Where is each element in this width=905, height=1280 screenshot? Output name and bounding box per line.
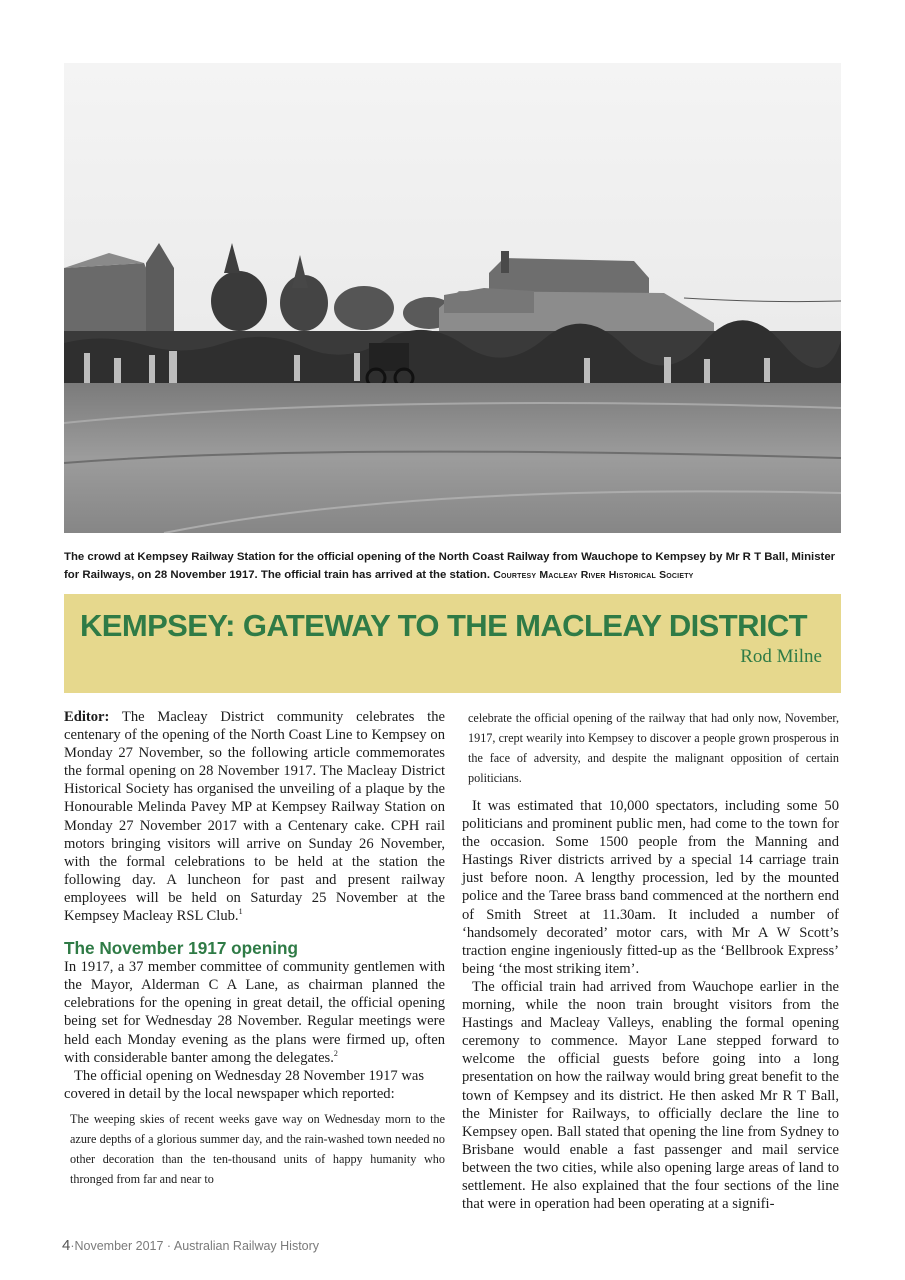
article-title: KEMPSEY: GATEWAY TO THE MACLEAY DISTRICT bbox=[80, 608, 807, 643]
editor-text: The Macleay District community celebrates the centenary of the opening of the North Coast Line to Kempsey on Monday 27 November, so the following article commemorates the formal opening on 28 November 1917. The Macleay District Historical Society has organised the unveiling of a plaque by the Honourable Melinda Pavey MP at Kempsey Railway Station on Monday 27 November 2017 with a Centenary cake. CPH rail motors bringing visitors will arrive on Sunday 26 November, with the formal celebrations to be held at the station the following day. A luncheon for past and present railway employees will be held on Saturday 25 November at the Kempsey Macleay RSL Club. bbox=[64, 709, 445, 925]
title-band bbox=[64, 594, 841, 693]
page-number: 4 bbox=[62, 1237, 71, 1254]
paragraph: It was estimated that 10,000 spectators, including some 50 politicians and prominent public men, had come to the town for the occasion. Some 1500 people from the Manning and Hastings River districts arrived by a special 14 carriage train just before noon. A lengthy procession, led by the mounted police and the Taree brass band commenced at the northern end of Smith Street at 11.30am. It included a number of ‘handsomely decorated’ motor cars, with Mr A W Scott’s traction engine ingeniously fitted-up as the ‘Bellbrook Express’ being ‘the most striking item’. bbox=[462, 798, 839, 977]
footnote-ref: 1 bbox=[238, 907, 243, 917]
paragraph: The official opening on Wednesday 28 November 1917 was covered in detail by the local newspaper which reported: bbox=[64, 1067, 425, 1102]
block-quote-continued: celebrate the official opening of the railway that had only now, November, 1917, crept wearily into Kempsey to discover a people grown prosperous in the face of adversity, and despite the malignant opposition of certain politicians. bbox=[468, 711, 839, 785]
editor-label: Editor: bbox=[64, 709, 110, 725]
photo-caption bbox=[64, 548, 844, 584]
caption-credit: Courtesy Macleay River Historical Society bbox=[493, 569, 694, 581]
section-heading: The November 1917 opening bbox=[64, 938, 299, 959]
paragraph: The official train had arrived from Wauchope earlier in the morning, while the noon train brought visitors from the Hastings and Macleay Valleys, enabling the formal opening ceremony to commence. Mayor Lane stepped forward to welcome the official guests before going into a long presentation on how the railway would bring great benefit to the town of Kempsey and its district. He then asked Mr R T Ball, the Minister for Railways, to officially declare the line to Kempsey open. Ball stated that opening the line from Sydney to Brisbane would enable a fast passenger and mail service between the two cities, while also opening large areas of land to settlement. He also explained that the four sections of the line that were in operation had been operating at a signifi- bbox=[462, 978, 839, 1213]
left-column bbox=[64, 708, 445, 1189]
paragraph-text: In 1917, a 37 member committee of community gentlemen with the Mayor, Alderman C A Lane, as chairman planned the celebrations for the opening in great detail, the official opening being set for Wednesday 28 November. Regular meetings were held each Monday evening as the plans were firmed up, often with considerable banter among the delegates. bbox=[64, 959, 445, 1066]
historic-photo bbox=[64, 63, 841, 533]
editor-note bbox=[64, 708, 445, 925]
caption-text: The crowd at Kempsey Railway Station for the official opening of the North Coast Railway from Wauchope to Kempsey by Mr R T Ball, Minister for Railways, on 28 November 1917. The official train has arrived at the station. bbox=[64, 551, 836, 581]
right-column bbox=[462, 708, 839, 1213]
photo-illustration bbox=[64, 63, 841, 533]
footnote-ref: 2 bbox=[333, 1048, 338, 1058]
article-author: Rod Milne bbox=[740, 646, 822, 667]
paragraph bbox=[64, 958, 445, 1067]
block-quote: The weeping skies of recent weeks gave way on Wednesday morn to the azure depths of a glorious summer day, and the rain-washed town needed no other decoration than the ten-thousand units of happy humanity who thronged from far and near to bbox=[70, 1111, 445, 1186]
page-footer bbox=[62, 1237, 319, 1254]
footer-text: ·November 2017 · Australian Railway History bbox=[70, 1239, 320, 1253]
